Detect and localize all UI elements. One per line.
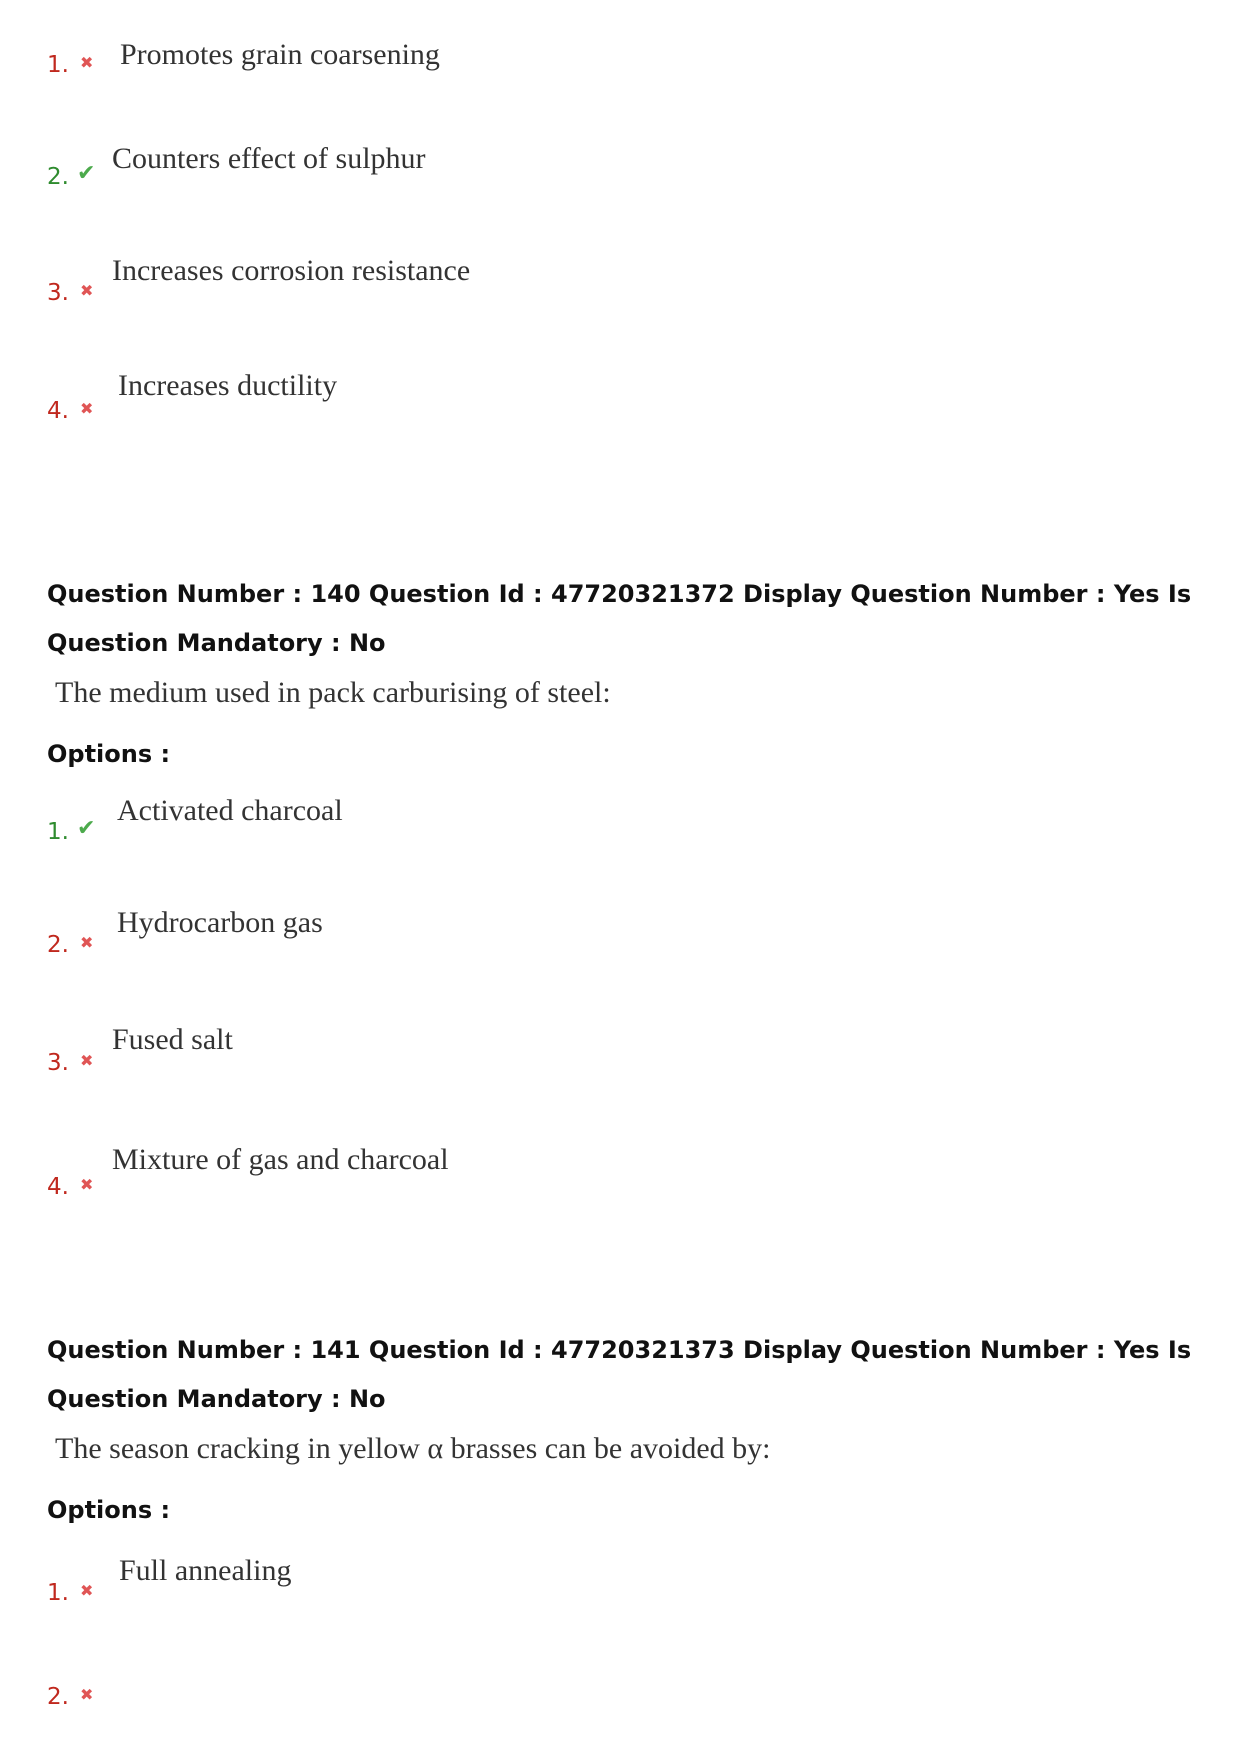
cross-icon: ✖ — [80, 1581, 94, 1600]
cross-icon: ✖ — [80, 1685, 94, 1704]
option-number: 1. — [47, 52, 69, 78]
option-text: Full annealing — [119, 1554, 292, 1587]
options-label: Options : — [47, 1496, 171, 1524]
option-number: 4. — [47, 398, 69, 424]
option-number: 2. — [47, 1684, 69, 1710]
option-text: Promotes grain coarsening — [120, 38, 440, 71]
option-number: 3. — [47, 280, 69, 306]
cross-icon: ✖ — [80, 933, 94, 952]
option-number: 4. — [47, 1174, 69, 1200]
option-number: 1. — [47, 1580, 69, 1606]
option-text: Increases corrosion resistance — [112, 254, 471, 287]
check-icon: ✔ — [77, 816, 96, 841]
cross-icon: ✖ — [80, 1175, 94, 1194]
cross-icon: ✖ — [80, 1051, 94, 1070]
question-header: Question Number : 140 Question Id : 47720321372 Display Question Number : Yes Is Question Mandatory : No — [47, 580, 1192, 657]
option-number: 3. — [47, 1050, 69, 1076]
option-text: Mixture of gas and charcoal — [112, 1143, 449, 1176]
option-number: 1. — [47, 819, 69, 845]
option-number: 2. — [47, 932, 69, 958]
question-stem: The season cracking in yellow α brasses can be avoided by: — [55, 1432, 771, 1465]
cross-icon: ✖ — [80, 399, 94, 418]
option-text: Fused salt — [112, 1023, 233, 1056]
option-text: Hydrocarbon gas — [117, 906, 323, 939]
check-icon: ✔ — [77, 161, 96, 186]
option-text: Counters effect of sulphur — [112, 142, 426, 175]
cross-icon: ✖ — [80, 53, 94, 72]
option-text: Increases ductility — [118, 369, 338, 402]
options-label: Options : — [47, 740, 171, 768]
question-stem: The medium used in pack carburising of steel: — [55, 676, 611, 709]
option-number: 2. — [47, 164, 69, 190]
cross-icon: ✖ — [80, 281, 94, 300]
option-text: Activated charcoal — [117, 794, 343, 827]
question-header: Question Number : 141 Question Id : 47720321373 Display Question Number : Yes Is Question Mandatory : No — [47, 1336, 1192, 1413]
